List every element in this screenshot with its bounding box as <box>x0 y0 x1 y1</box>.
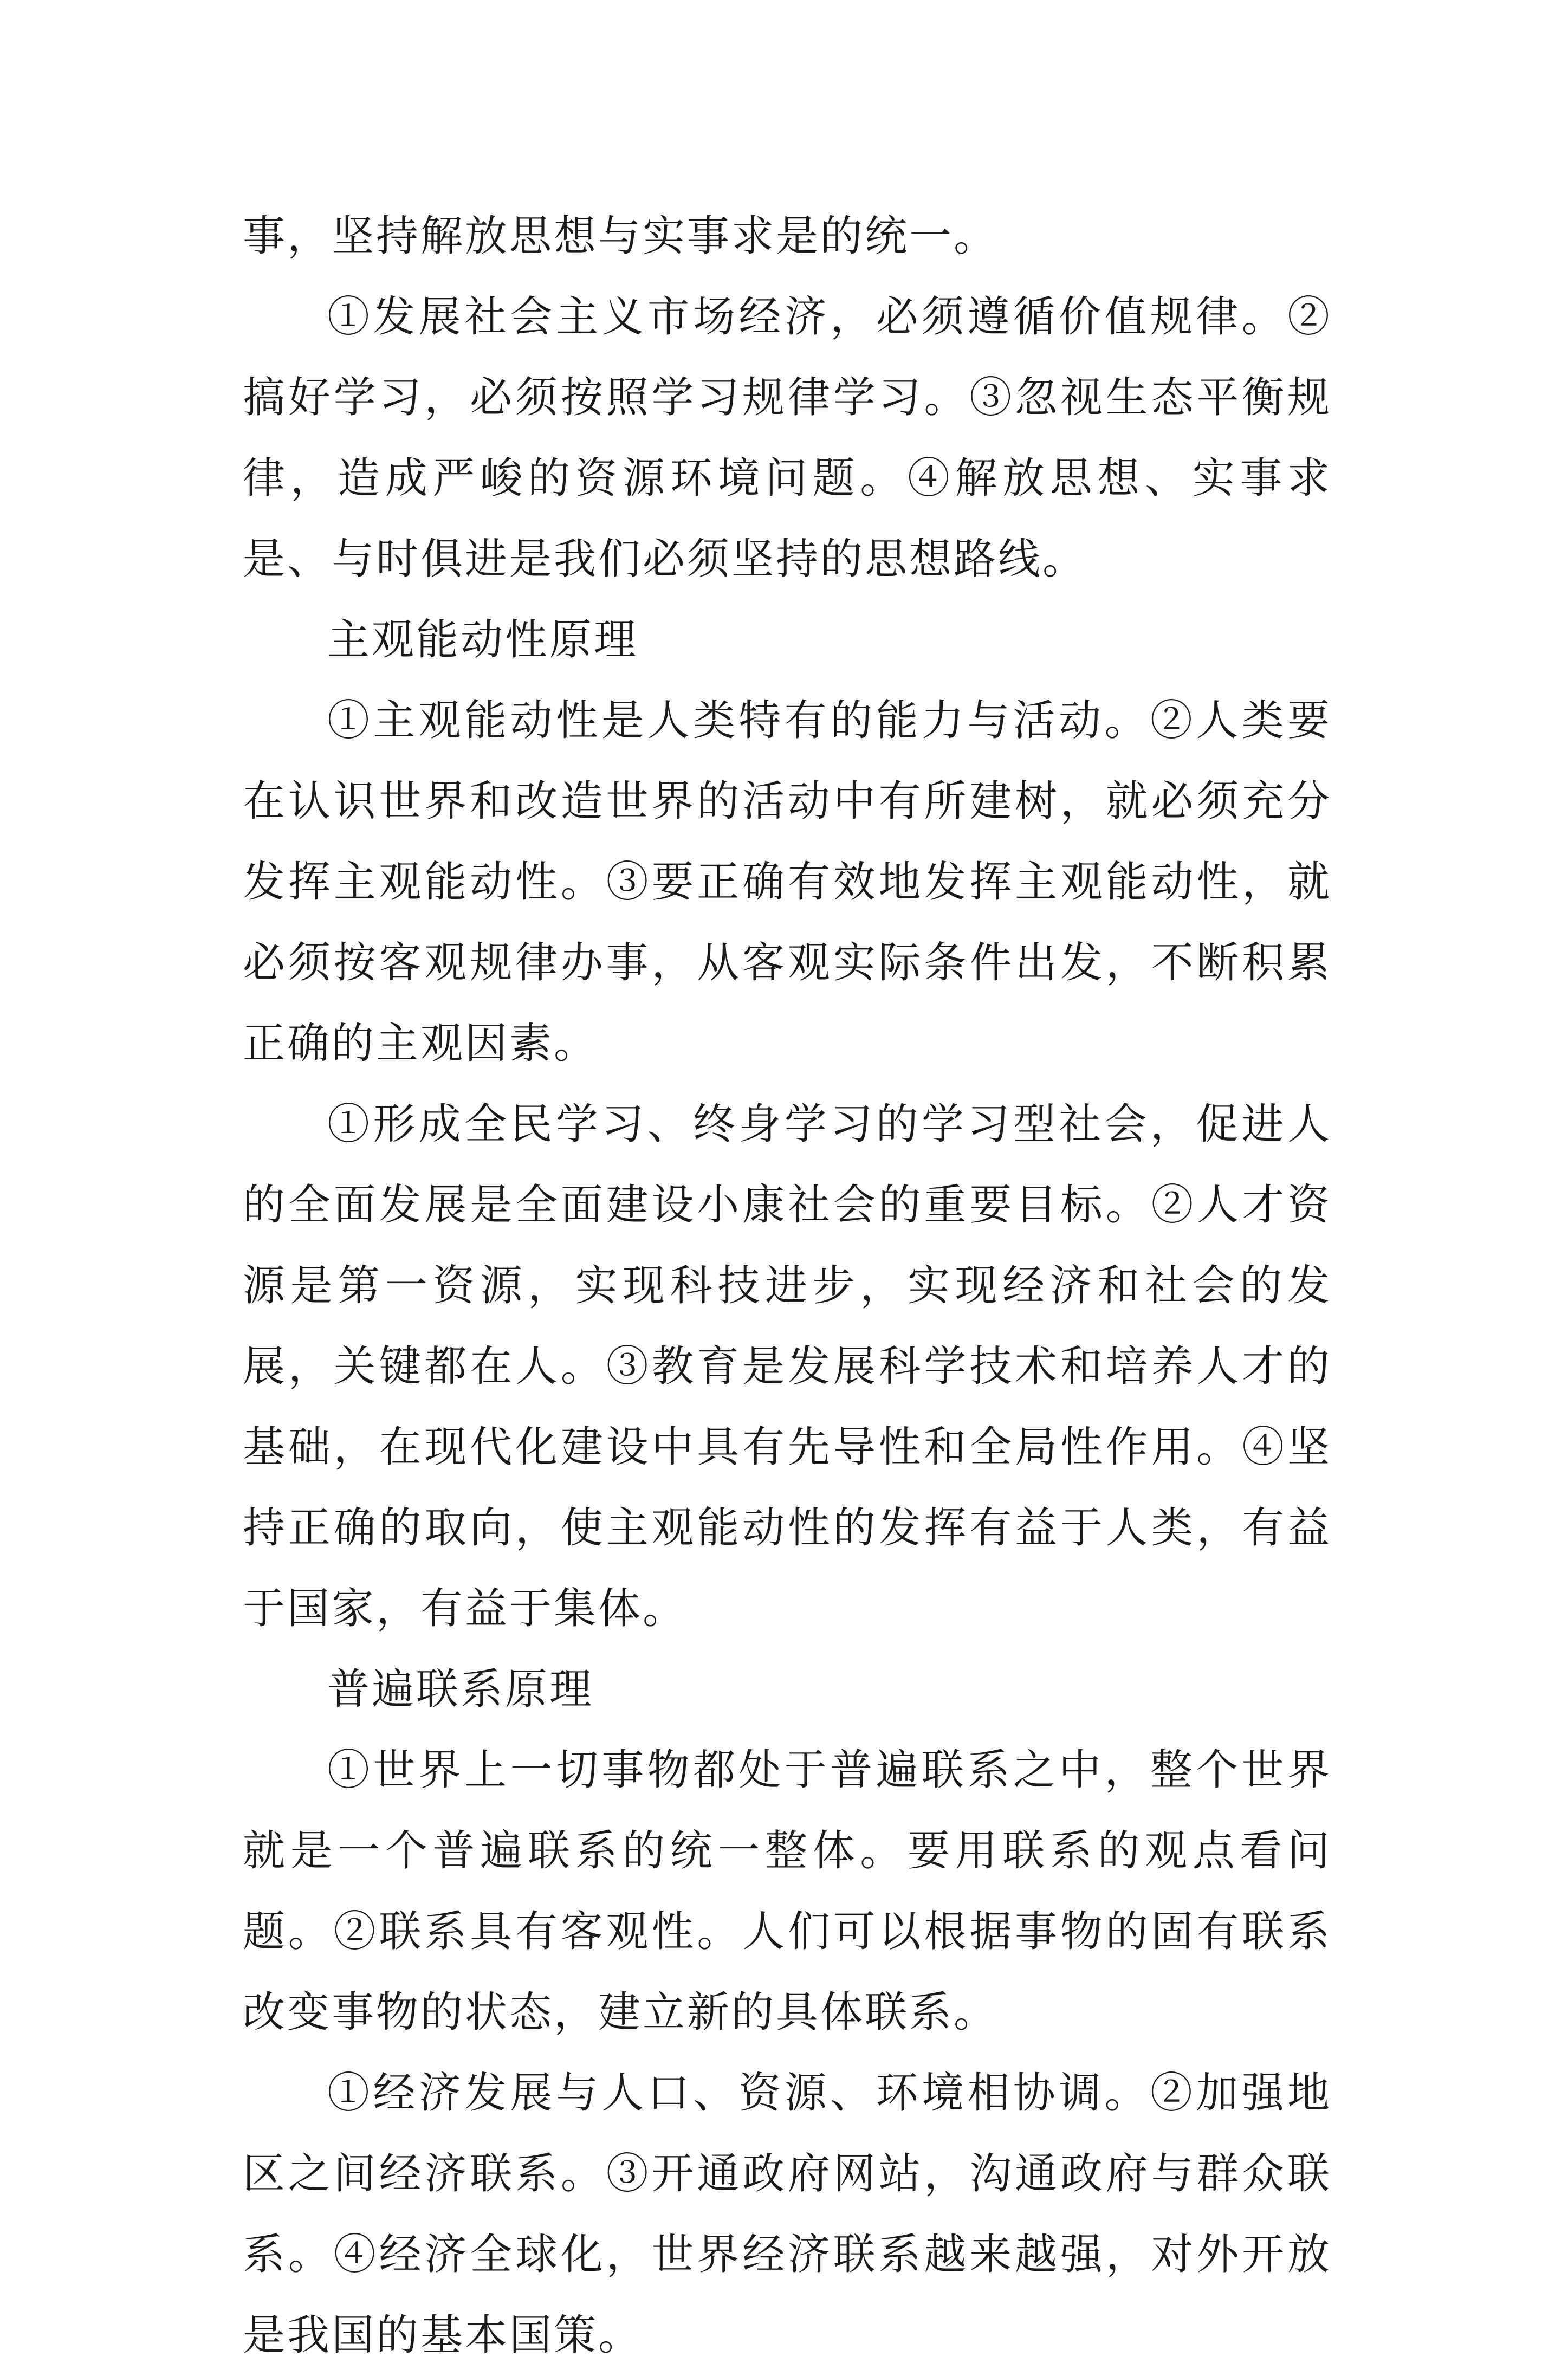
section-heading-subjective-initiative: 主观能动性原理 <box>327 616 639 664</box>
paragraph-continuation: 事，坚持解放思想与实事求是的统一。 <box>243 212 999 261</box>
paragraph-universal-connection-application: ①经济发展与人口、资源、环境相协调。②加强地区之间经济联系。③开通政府网站，沟通政府与群众联系。④经济全球化，世界经济联系越来越强，对外开放是我国的基本国策。 <box>243 2069 1332 2360</box>
paragraph-universal-connection-principle: ①世界上一切事物都处于普遍联系之中，整个世界就是一个普遍联系的统一整体。要用联系的观点看问题。②联系具有客观性。人们可以根据事物的固有联系改变事物的状态，建立新的具体联系。 <box>243 1746 1332 2037</box>
paragraph-subjective-initiative-application: ①形成全民学习、终身学习的学习型社会，促进人的全面发展是全面建设小康社会的重要目标。②人才资源是第一资源，实现科技进步，实现经济和社会的发展，关键都在人。③教育是发展科学技术和培养人才的基础，在现代化建设中具有先导性和全局性作用。④坚持正确的取向，使主观能动性的发挥有益于人类，有益于国家，有益于集体。 <box>243 1100 1332 1633</box>
paragraph-value-law: ①发展社会主义市场经济，必须遵循价值规律。②搞好学习，必须按照学习规律学习。③忽视生态平衡规律，造成严峻的资源环境问题。④解放思想、实事求是、与时俱进是我们必须坚持的思想路线。 <box>243 293 1332 584</box>
section-heading-universal-connection: 普遍联系原理 <box>327 1665 594 1714</box>
paragraph-subjective-initiative-principle: ①主观能动性是人类特有的能力与活动。②人类要在认识世界和改造世界的活动中有所建树，就必须充分发挥主观能动性。③要正确有效地发挥主观能动性，就必须按客观规律办事，从客观实际条件出发，不断积累正确的主观因素。 <box>243 696 1332 1068</box>
document-body <box>243 196 1332 2376</box>
